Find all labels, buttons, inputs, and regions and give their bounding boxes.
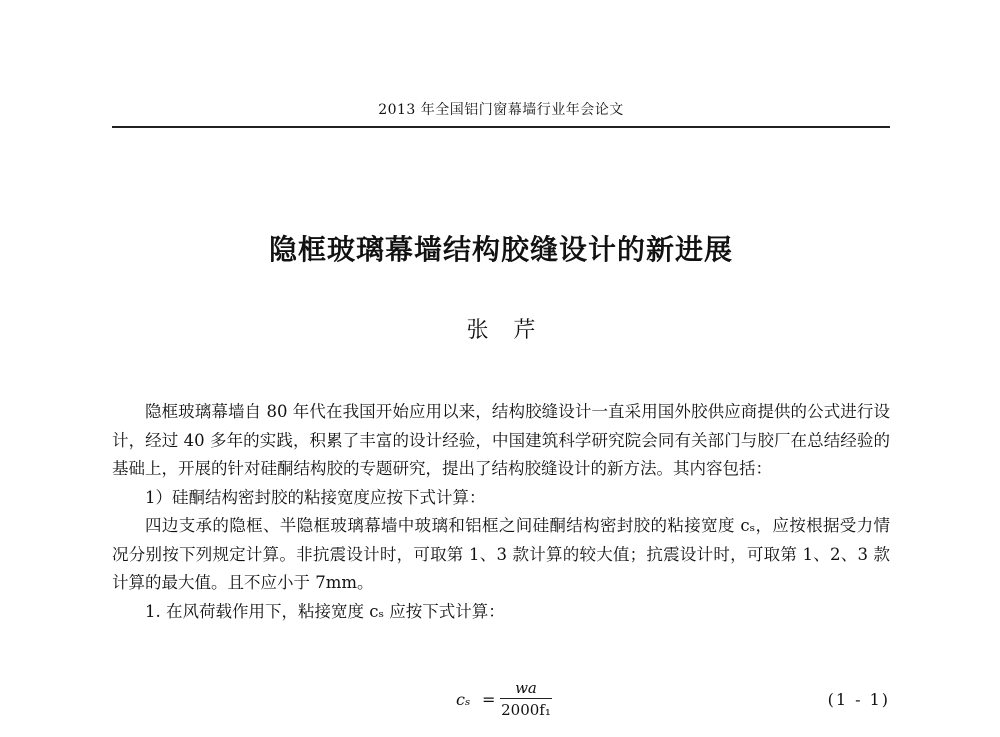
paragraph-intro: 隐框玻璃幕墙自 80 年代在我国开始应用以来，结构胶缝设计一直采用国外胶供应商提供的公式进行设计，经过 40 多年的实践，积累了丰富的设计经验，中国建筑科学研究院会同有关部门与胶厂在总结经验的基础上，开展的针对硅酮结构胶的专题研究，提出了结构胶缝设计的新方法。其内容包括： [112,402,890,478]
header-rule [112,126,890,128]
running-header: 2013 年全国铝门窗幕墙行业年会论文 [378,102,624,118]
formula-lhs: cₛ [456,690,471,709]
formula-fraction [498,678,554,721]
formula-1-1 [112,680,890,730]
paper-title: 隐框玻璃幕墙结构胶缝设计的新进展 [268,233,733,266]
formula-denominator: 2000f₁ [501,701,551,719]
body-text [112,398,890,626]
formula-number: (1 - 1) [827,690,890,709]
paragraph-item-1: 1）硅酮结构密封胶的粘接宽度应按下式计算： [145,487,486,507]
paragraph-wind-load: 1. 在风荷载作用下，粘接宽度 cₛ 应按下式计算： [145,601,505,621]
paragraph-rules: 四边支承的隐框、半隐框玻璃幕墙中玻璃和铝框之间硅酮结构密封胶的粘接宽度 cₛ，应按根据受力情况分别按下列规定计算。非抗震设计时，可取第 1、3 款计算的较大值；抗震设计时，可取第 1、2、3 款计算的最大值。且不应小于 7mm。 [112,516,890,592]
formula-numerator: wa [515,679,537,697]
formula-equals: = [482,690,496,709]
author-name: 张 芹 [466,318,536,343]
